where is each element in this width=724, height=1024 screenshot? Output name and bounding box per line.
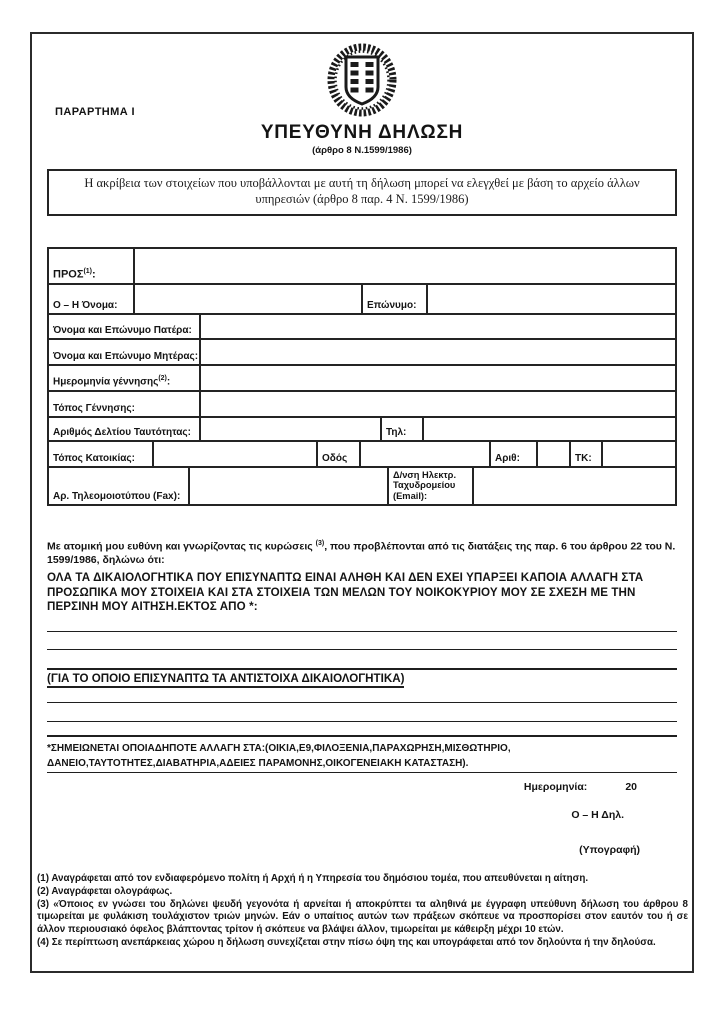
birth-date-field <box>199 366 675 390</box>
father-name-label: Όνομα και Επώνυμο Πατέρα: <box>53 324 192 336</box>
declaration-body: ΟΛΑ ΤΑ ΔΙΚΑΙΟΛΟΓΗΤΙΚΑ ΠΟΥ ΕΠΙΣΥΝΑΠΤΩ ΕΙΝΑΙ ΑΛΗΘΗ ΚΑΙ ΔΕΝ ΕΧΕΙ ΥΠΑΡΞΕΙ ΚΑΠΟΙΑ ΑΛΛΑΓΗ ΣΤΑ ΠΡΟΣΩΠΙΚΑ ΜΟΥ ΣΤΟΙΧΕΙΑ ΚΑΙ ΣΤΑ ΣΤΟΙΧΕΙΑ ΤΩΝ ΜΕΛΩΝ ΤΟΥ ΝΟΙΚΟΚΥΡΙΟΥ ΜΟΥ ΣΕ ΣΧΕΣΗ ΜΕ ΤΗΝ ΠΕΡΣΙΝΗ ΜΟΥ ΑΙΤΗΣΗ.ΕΚΤΟΣ ΑΠΟ *: <box>47 570 644 614</box>
change-note-line1: *ΣΗΜΕΙΩΝΕΤΑΙ ΟΠΟΙΑΔΗΠΟΤΕ ΑΛΛΑΓΗ ΣΤΑ:(ΟΙΚΙΑ,Ε9,ΦΙΛΟΞΕΝΙΑ,ΠΑΡΑΧΩΡΗΣΗ,ΜΙΣΘΩΤΗΡΙΟ, <box>47 743 511 755</box>
table-row <box>49 249 675 283</box>
street-number-label: Αριθ: <box>489 442 536 466</box>
date-label: Ημερομηνία: <box>523 781 588 794</box>
greek-national-emblem-icon <box>325 42 399 118</box>
page-border-frame <box>30 32 694 973</box>
email-label: Δ/νση Ηλεκτρ. Ταχυδρομείου (Email): <box>387 468 472 504</box>
id-number-field <box>199 418 380 440</box>
fax-field <box>188 468 387 504</box>
birth-date-label: Ημερομηνία γέννησης$^{(2)}$: <box>53 375 171 388</box>
to-field <box>133 249 675 283</box>
fax-label: Αρ. Τηλεομοιοτύπου (Fax): <box>53 490 181 502</box>
table-row <box>49 364 675 390</box>
mother-name-field <box>199 340 675 364</box>
writing-line <box>47 649 677 650</box>
footnote-4: (4) Σε περίπτωση ανεπάρκειας χώρου η δήλωση συνεχίζεται στην πίσω όψη της και υπογράφεται από τον δηλούντα ή την δηλούσα. <box>37 936 656 948</box>
table-row <box>49 416 675 440</box>
surname-field <box>426 285 675 313</box>
personal-details-table <box>47 247 677 506</box>
footnotes <box>37 873 688 949</box>
page-title: ΥΠΕΥΘΥΝΗ ΔΗΛΩΣΗ <box>260 122 464 143</box>
page-subtitle: (άρθρο 8 Ν.1599/1986) <box>312 145 412 156</box>
table-row <box>49 338 675 364</box>
change-note-line2: ΔΑΝΕΙΟ,ΤΑΥΤΟΤΗΤΕΣ,ΔΙΑΒΑΤΗΡΙΑ,ΑΔΕΙΕΣ ΠΑΡΑΜΟΝΗΣ,ΟΙΚΟΓΕΝΕΙΑΚΗ ΚΑΤΑΣΤΑΣΗ). <box>47 758 469 770</box>
postcode-label: ΤΚ: <box>569 442 601 466</box>
change-note <box>47 741 677 771</box>
mother-name-label: Όνομα και Επώνυμο Μητέρας: <box>53 350 199 362</box>
footnote-1: (1) Αναγράφεται από τον ενδιαφερόμενο πολίτη ή Αρχή ή η Υπηρεσία του δημόσιου τομέα, που απευθύνεται η αίτηση. <box>37 873 589 885</box>
writing-line <box>47 702 677 703</box>
date-row <box>32 781 637 793</box>
table-row <box>49 313 675 338</box>
street-label: Οδός <box>316 442 359 466</box>
footnote-2: (2) Αναγράφεται ολογράφως. <box>37 885 173 897</box>
writing-line <box>47 631 677 632</box>
street-number-field <box>536 442 569 466</box>
postcode-field <box>601 442 675 466</box>
verification-notice-box: Η ακρίβεια των στοιχείων που υποβάλλονται με αυτή τη δήλωση μπορεί να ελεγχθεί με βάση το αρχείο άλλων υπηρεσιών (άρθρο 8 παρ. 4 Ν. 1599/1986) <box>47 169 677 216</box>
table-row <box>49 440 675 466</box>
id-number-label: Αριθμός Δελτίου Ταυτότητας: <box>53 426 191 438</box>
declarant-label: Ο – Η Δηλ. <box>571 809 624 822</box>
street-field <box>359 442 489 466</box>
birth-place-field <box>199 392 675 416</box>
writing-line <box>47 668 677 670</box>
to-label: ΠΡΟΣ$^{(1)}$: <box>53 267 96 281</box>
table-row <box>49 390 675 416</box>
residence-field <box>152 442 316 466</box>
telephone-label: Τηλ: <box>380 418 422 440</box>
writing-line <box>47 735 677 737</box>
first-name-field <box>133 285 361 313</box>
email-field <box>472 468 675 504</box>
date-value: 20 <box>625 781 637 794</box>
telephone-field <box>422 418 675 440</box>
attachments-heading: (ΓΙΑ ΤΟ ΟΠΟΙΟ ΕΠΙΣΥΝΑΠΤΩ ΤΑ ΑΝΤΙΣΤΟΙΧΑ ΔΙΚΑΙΟΛΟΓΗΤΙΚΑ) <box>47 672 677 688</box>
father-name-field <box>199 315 675 338</box>
table-row <box>49 466 675 504</box>
surname-label: Επώνυμο: <box>361 285 426 313</box>
table-row <box>49 283 675 313</box>
birth-place-label: Τόπος Γέννησης: <box>53 402 135 414</box>
writing-line <box>47 721 677 722</box>
first-name-label: Ο – Η Όνομα: <box>53 299 118 311</box>
declaration-intro: Με ατομική μου ευθύνη και γνωρίζοντας τις κυρώσεις $^{(3)}$, που προβλέπονται από τις διατάξεις της παρ. 6 του άρθρου 22 του Ν. 1599/1986, δηλώνω ότι: <box>47 539 676 566</box>
writing-line <box>47 772 677 773</box>
signature-label: (Υπογραφή) <box>579 844 640 857</box>
footnote-3: (3) «Όποιος εν γνώσει του δηλώνει ψευδή γεγονότα ή αρνείται ή αποκρύπτει τα αληθινά με έγγραφη υπεύθυνη δήλωση του άρθρου 8 τιμωρείται με φυλάκιση τουλάχιστον τριών μηνών. Εάν ο υπαίτιος αυτών των πράξεων σκόπευε να προσπορίσει στον εαυτόν του ή σε άλλον περιουσιακό όφελος βλάπτοντας τρίτον ή σκόπευε να βλάψει άλλον, τιμωρείται με κάθειρξη μέχρι 10 ετών. <box>37 898 688 936</box>
residence-label: Τόπος Κατοικίας: <box>53 452 135 464</box>
annex-label: ΠΑΡΑΡΤΗΜΑ Ι <box>55 106 135 118</box>
